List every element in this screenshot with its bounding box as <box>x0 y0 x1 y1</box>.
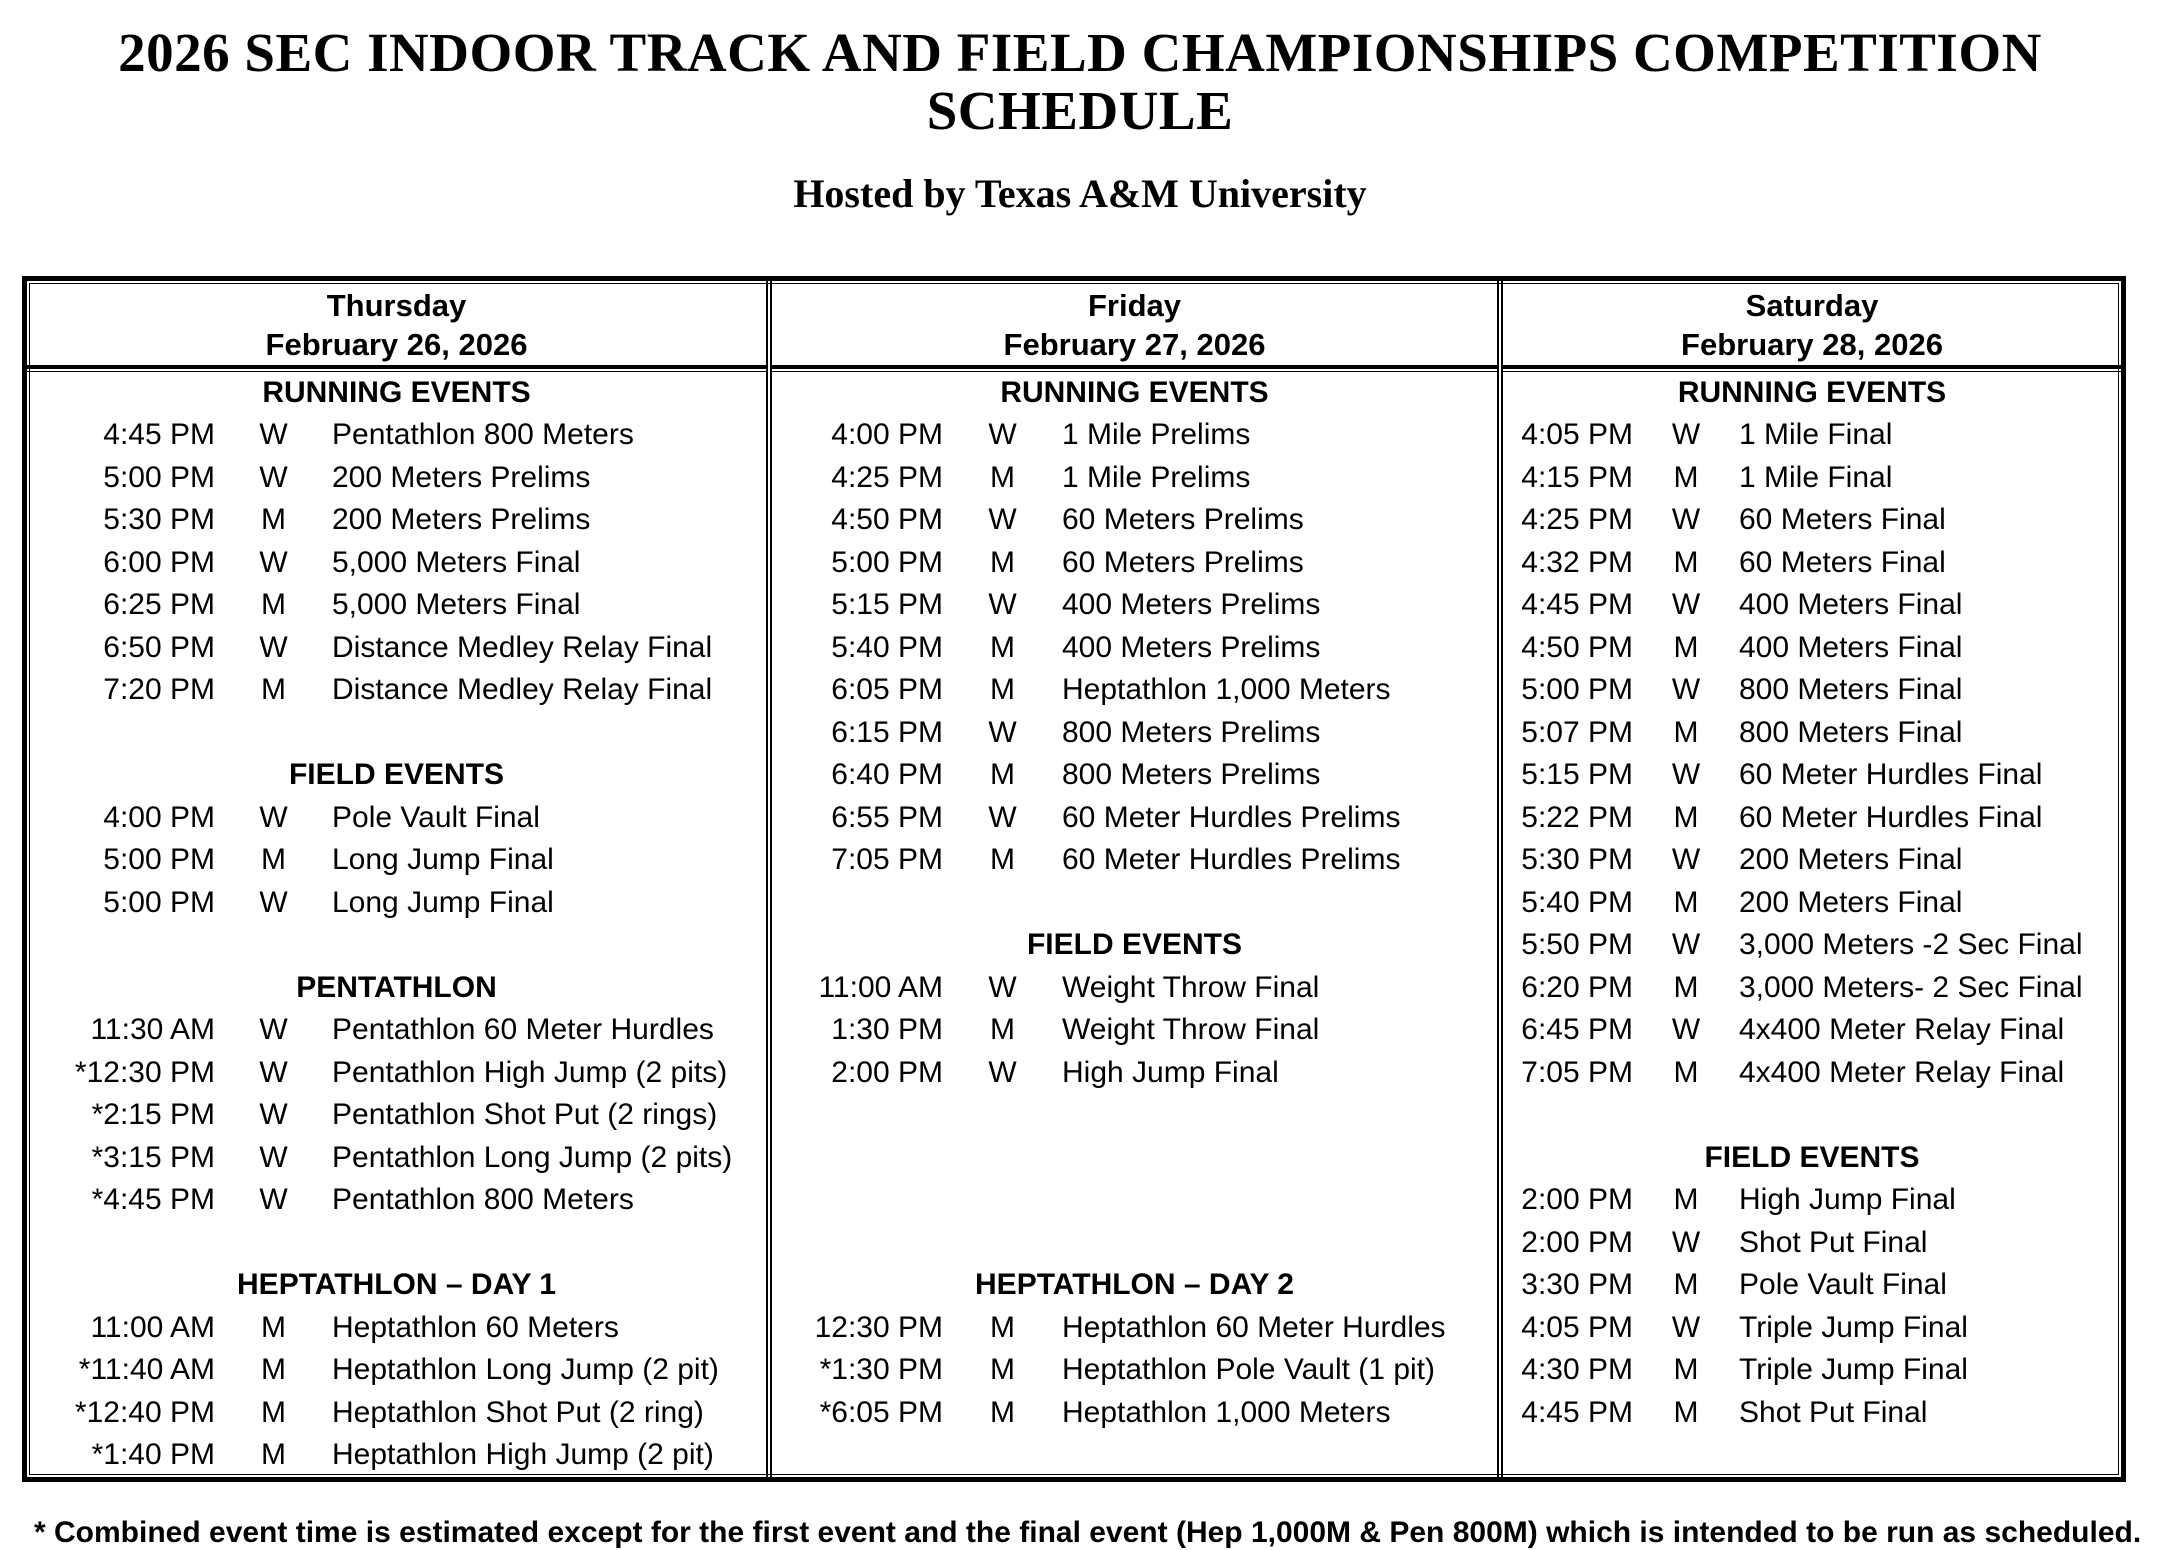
event-name: Heptathlon High Jump (2 pit) <box>332 1438 714 1472</box>
event-name: Pentathlon 800 Meters <box>332 418 634 452</box>
event-time: 5:30 PM <box>1521 843 1633 877</box>
event-row <box>772 1307 1497 1350</box>
event-gender: W <box>259 1013 288 1047</box>
event-row <box>1503 1307 2121 1350</box>
event-name: 400 Meters Prelims <box>1062 630 1321 664</box>
event-time: 4:30 PM <box>1521 1353 1633 1387</box>
event-gender: W <box>259 418 288 452</box>
event-name: Triple Jump Final <box>1739 1353 1968 1387</box>
event-time: 6:25 PM <box>103 588 215 622</box>
event-gender: W <box>259 630 288 664</box>
event-gender: M <box>990 545 1015 579</box>
event-time: *2:15 PM <box>91 1098 215 1132</box>
event-row <box>772 627 1497 670</box>
page-subtitle: Hosted by Texas A&M University <box>793 170 1367 216</box>
event-time: 5:00 PM <box>831 545 943 579</box>
event-row <box>1503 839 2121 882</box>
event-time: 5:00 PM <box>103 885 215 919</box>
event-name: 200 Meters Final <box>1739 843 1963 877</box>
event-gender: W <box>1671 588 1701 622</box>
event-time: 6:40 PM <box>831 758 943 792</box>
event-row <box>772 712 1497 755</box>
event-name: 1 Mile Prelims <box>1062 418 1251 452</box>
event-row <box>772 754 1497 797</box>
event-row <box>1503 584 2121 627</box>
event-row <box>27 1179 766 1222</box>
event-name: 5,000 Meters Final <box>332 545 581 579</box>
event-gender: W <box>1671 1013 1701 1047</box>
event-row <box>772 584 1497 627</box>
event-time: 5:22 PM <box>1521 800 1633 834</box>
event-gender: M <box>261 1438 286 1472</box>
event-row <box>1503 882 2121 925</box>
event-gender: M <box>990 1310 1015 1344</box>
event-gender: W <box>259 1098 288 1132</box>
event-gender: M <box>990 1353 1015 1387</box>
section-header: FIELD EVENTS <box>1026 928 1243 962</box>
event-row <box>27 1392 766 1435</box>
event-time: 4:25 PM <box>1521 503 1633 537</box>
event-time: *12:40 PM <box>74 1395 215 1429</box>
event-gender: W <box>259 545 288 579</box>
day-name: Friday <box>1087 287 1182 323</box>
event-row <box>1503 1052 2121 1095</box>
event-row <box>772 839 1497 882</box>
row-spacer <box>772 1222 1497 1265</box>
page-title: 2026 SEC INDOOR TRACK AND FIELD CHAMPIONSHIPS COMPETITION SCHEDULE <box>118 22 2042 141</box>
event-gender: W <box>259 800 288 834</box>
event-gender: W <box>988 503 1017 537</box>
event-row <box>27 1307 766 1350</box>
event-name: Heptathlon 60 Meters <box>332 1310 619 1344</box>
day-date: February 27, 2026 <box>1003 326 1266 362</box>
event-gender: M <box>1673 1055 1699 1089</box>
day-column-thursday <box>27 281 766 1477</box>
event-row <box>27 1349 766 1392</box>
event-time: 2:00 PM <box>1521 1225 1633 1259</box>
event-name: Shot Put Final <box>1739 1395 1928 1429</box>
event-gender: W <box>988 588 1017 622</box>
event-name: 60 Meters Final <box>1739 545 1946 579</box>
event-time: 4:15 PM <box>1521 460 1633 494</box>
event-time: 5:30 PM <box>103 503 215 537</box>
event-gender: M <box>261 503 286 537</box>
event-name: 400 Meters Final <box>1739 588 1963 622</box>
event-gender: M <box>1673 800 1699 834</box>
event-time: 4:05 PM <box>1521 1310 1633 1344</box>
event-row <box>1503 712 2121 755</box>
event-row <box>27 627 766 670</box>
event-row <box>772 457 1497 500</box>
event-time: 6:00 PM <box>103 545 215 579</box>
event-name: Long Jump Final <box>332 885 554 919</box>
event-gender: W <box>259 460 288 494</box>
event-name: Pentathlon Shot Put (2 rings) <box>332 1098 718 1132</box>
event-name: High Jump Final <box>1739 1183 1956 1217</box>
event-name: Pentathlon 800 Meters <box>332 1183 634 1217</box>
event-name: 800 Meters Prelims <box>1062 758 1321 792</box>
event-time: 5:40 PM <box>1521 885 1633 919</box>
row-spacer <box>1503 1094 2121 1137</box>
event-row <box>27 542 766 585</box>
event-name: Shot Put Final <box>1739 1225 1928 1259</box>
event-time: *4:45 PM <box>91 1183 215 1217</box>
event-row <box>772 1349 1497 1392</box>
event-name: Weight Throw Final <box>1062 970 1320 1004</box>
row-spacer <box>772 1094 1497 1137</box>
event-row <box>772 542 1497 585</box>
event-name: Distance Medley Relay Final <box>332 673 713 707</box>
event-gender: W <box>1671 418 1701 452</box>
day-name: Thursday <box>326 287 467 323</box>
event-gender: M <box>1673 1353 1699 1387</box>
event-gender: M <box>1673 1395 1699 1429</box>
event-time: 5:00 PM <box>103 843 215 877</box>
event-gender: W <box>1671 928 1701 962</box>
event-row <box>772 797 1497 840</box>
event-time: *1:30 PM <box>819 1353 943 1387</box>
event-time: 6:55 PM <box>831 800 943 834</box>
event-time: 4:32 PM <box>1521 545 1633 579</box>
event-time: *6:05 PM <box>819 1395 943 1429</box>
event-name: 60 Meters Prelims <box>1062 503 1304 537</box>
event-row <box>772 669 1497 712</box>
event-time: *12:30 PM <box>74 1055 215 1089</box>
event-name: Pentathlon 60 Meter Hurdles <box>332 1013 714 1047</box>
event-time: 6:15 PM <box>831 715 943 749</box>
event-time: 4:00 PM <box>103 800 215 834</box>
event-name: 800 Meters Final <box>1739 715 1963 749</box>
day-column-friday <box>766 281 1497 1477</box>
event-time: 5:00 PM <box>103 460 215 494</box>
event-row <box>1503 797 2121 840</box>
event-row <box>1503 542 2121 585</box>
event-row <box>27 797 766 840</box>
event-gender: M <box>1673 630 1699 664</box>
event-row <box>27 584 766 627</box>
event-row <box>1503 924 2121 967</box>
event-gender: M <box>990 758 1015 792</box>
day-header <box>27 281 766 369</box>
event-name: 1 Mile Final <box>1739 418 1893 452</box>
event-row <box>1503 1264 2121 1307</box>
event-name: 200 Meters Final <box>1739 885 1963 919</box>
event-gender: M <box>261 588 286 622</box>
event-gender: W <box>988 800 1017 834</box>
event-name: Weight Throw Final <box>1062 1013 1320 1047</box>
event-time: 5:15 PM <box>1521 758 1633 792</box>
event-time: *1:40 PM <box>91 1438 215 1472</box>
event-time: 6:45 PM <box>1521 1013 1633 1047</box>
event-name: 400 Meters Final <box>1739 630 1963 664</box>
event-name: High Jump Final <box>1062 1055 1279 1089</box>
event-time: 4:50 PM <box>831 503 943 537</box>
event-row <box>27 457 766 500</box>
row-spacer <box>772 1137 1497 1180</box>
event-time: 4:50 PM <box>1521 630 1633 664</box>
event-row <box>772 414 1497 457</box>
event-name: 60 Meter Hurdles Final <box>1739 800 2043 834</box>
event-name: 200 Meters Prelims <box>332 460 591 494</box>
event-time: 7:05 PM <box>831 843 943 877</box>
section-header: RUNNING EVENTS <box>1000 375 1269 409</box>
event-row <box>772 967 1497 1010</box>
event-name: Long Jump Final <box>332 843 554 877</box>
event-gender: W <box>1671 673 1701 707</box>
event-time: 5:00 PM <box>1521 673 1633 707</box>
event-gender: W <box>988 970 1017 1004</box>
event-name: 800 Meters Final <box>1739 673 1963 707</box>
row-spacer <box>27 712 766 755</box>
day-date: February 26, 2026 <box>265 326 528 362</box>
event-time: 6:05 PM <box>831 673 943 707</box>
event-row <box>1503 1349 2121 1392</box>
event-row <box>1503 754 2121 797</box>
row-spacer <box>772 882 1497 925</box>
event-name: 60 Meter Hurdles Prelims <box>1062 843 1401 877</box>
event-name: Heptathlon 60 Meter Hurdles <box>1062 1310 1446 1344</box>
event-row <box>1503 1179 2121 1222</box>
event-name: Heptathlon 1,000 Meters <box>1062 673 1391 707</box>
event-time: 2:00 PM <box>831 1055 943 1089</box>
event-gender: W <box>259 1140 288 1174</box>
event-gender: W <box>988 418 1017 452</box>
event-gender: M <box>1673 715 1699 749</box>
event-time: 4:45 PM <box>1521 588 1633 622</box>
event-row <box>27 1094 766 1137</box>
event-time: 11:30 AM <box>90 1013 215 1047</box>
event-row <box>1503 1222 2121 1265</box>
event-time: 11:00 AM <box>90 1310 215 1344</box>
day-header <box>772 281 1497 369</box>
event-time: 11:00 AM <box>818 970 943 1004</box>
event-time: 6:50 PM <box>103 630 215 664</box>
event-name: Heptathlon Shot Put (2 ring) <box>332 1395 704 1429</box>
event-gender: M <box>1673 1183 1699 1217</box>
event-name: 5,000 Meters Final <box>332 588 581 622</box>
event-time: 4:05 PM <box>1521 418 1633 452</box>
event-gender: M <box>1673 460 1699 494</box>
event-name: Pentathlon Long Jump (2 pits) <box>332 1140 733 1174</box>
event-gender: M <box>1673 545 1699 579</box>
event-name: Heptathlon Long Jump (2 pit) <box>332 1353 719 1387</box>
event-row <box>1503 1392 2121 1435</box>
event-gender: W <box>988 1055 1017 1089</box>
day-name: Saturday <box>1745 287 1879 323</box>
event-name: 60 Meters Final <box>1739 503 1946 537</box>
event-time: 5:40 PM <box>831 630 943 664</box>
event-time: 4:25 PM <box>831 460 943 494</box>
event-time: 3:30 PM <box>1521 1268 1633 1302</box>
event-gender: M <box>261 1353 286 1387</box>
event-row <box>27 1009 766 1052</box>
event-name: 4x400 Meter Relay Final <box>1739 1055 2065 1089</box>
event-name: Pentathlon High Jump (2 pits) <box>332 1055 728 1089</box>
event-row <box>27 1137 766 1180</box>
event-row <box>1503 1009 2121 1052</box>
event-row <box>27 669 766 712</box>
event-name: 3,000 Meters- 2 Sec Final <box>1739 970 2083 1004</box>
event-time: 6:20 PM <box>1521 970 1633 1004</box>
event-gender: M <box>1673 970 1699 1004</box>
event-row <box>1503 499 2121 542</box>
event-name: 4x400 Meter Relay Final <box>1739 1013 2065 1047</box>
event-row <box>772 1392 1497 1435</box>
event-gender: M <box>990 843 1015 877</box>
event-row <box>1503 967 2121 1010</box>
event-gender: M <box>261 1395 286 1429</box>
event-time: 1:30 PM <box>831 1013 943 1047</box>
event-time: 12:30 PM <box>814 1310 943 1344</box>
event-name: 200 Meters Prelims <box>332 503 591 537</box>
event-gender: W <box>1671 503 1701 537</box>
event-gender: M <box>1673 885 1699 919</box>
day-body <box>772 371 1497 1477</box>
event-name: 1 Mile Prelims <box>1062 460 1251 494</box>
event-row <box>772 1052 1497 1095</box>
event-gender: M <box>990 630 1015 664</box>
event-row <box>27 414 766 457</box>
row-spacer <box>772 1179 1497 1222</box>
event-name: Heptathlon 1,000 Meters <box>1062 1395 1391 1429</box>
event-name: 800 Meters Prelims <box>1062 715 1321 749</box>
event-gender: W <box>988 715 1017 749</box>
event-row <box>27 1052 766 1095</box>
section-header: FIELD EVENTS <box>288 758 505 792</box>
event-name: Heptathlon Pole Vault (1 pit) <box>1062 1353 1435 1387</box>
event-time: 4:45 PM <box>1521 1395 1633 1429</box>
event-row <box>27 1434 766 1477</box>
day-body <box>27 371 766 1477</box>
event-row <box>1503 414 2121 457</box>
footnote: * Combined event time is estimated except for the first event and the final event (Hep 1,000M & Pen 800M) which is intended to be run as scheduled. <box>34 1515 2142 1549</box>
event-gender: M <box>990 460 1015 494</box>
schedule-table <box>22 276 2126 1482</box>
event-row <box>27 499 766 542</box>
event-name: Pole Vault Final <box>1739 1268 1947 1302</box>
day-date: February 28, 2026 <box>1681 326 1943 362</box>
event-name: 1 Mile Final <box>1739 460 1893 494</box>
day-header <box>1503 281 2121 369</box>
event-time: 5:15 PM <box>831 588 943 622</box>
day-column-saturday <box>1497 281 2121 1477</box>
event-name: 60 Meters Prelims <box>1062 545 1304 579</box>
event-name: 400 Meters Prelims <box>1062 588 1321 622</box>
event-row <box>772 1009 1497 1052</box>
event-gender: W <box>259 1183 288 1217</box>
event-name: Triple Jump Final <box>1739 1310 1968 1344</box>
event-row <box>772 499 1497 542</box>
event-gender: M <box>261 1310 286 1344</box>
section-header: HEPTATHLON – DAY 1 <box>237 1268 556 1302</box>
event-gender: W <box>259 1055 288 1089</box>
event-row <box>1503 457 2121 500</box>
event-gender: M <box>990 673 1015 707</box>
event-name: Pole Vault Final <box>332 800 540 834</box>
event-gender: M <box>990 1013 1015 1047</box>
event-time: 4:00 PM <box>831 418 943 452</box>
event-row <box>1503 627 2121 670</box>
event-name: 3,000 Meters -2 Sec Final <box>1739 928 2083 962</box>
day-body <box>1503 371 2121 1477</box>
event-row <box>27 839 766 882</box>
event-row <box>1503 669 2121 712</box>
event-gender: M <box>1673 1268 1699 1302</box>
event-time: 7:20 PM <box>103 673 215 707</box>
event-name: 60 Meter Hurdles Final <box>1739 758 2043 792</box>
event-gender: W <box>1671 843 1701 877</box>
event-gender: M <box>261 673 286 707</box>
event-time: 5:07 PM <box>1521 715 1633 749</box>
event-name: 60 Meter Hurdles Prelims <box>1062 800 1401 834</box>
section-header: RUNNING EVENTS <box>262 375 531 409</box>
row-spacer <box>27 1222 766 1265</box>
event-time: *11:40 AM <box>78 1353 215 1387</box>
event-time: *3:15 PM <box>91 1140 215 1174</box>
event-gender: W <box>1671 1310 1701 1344</box>
event-time: 7:05 PM <box>1521 1055 1633 1089</box>
section-header: FIELD EVENTS <box>1704 1140 1920 1174</box>
event-time: 4:45 PM <box>103 418 215 452</box>
section-header: HEPTATHLON – DAY 2 <box>975 1268 1294 1302</box>
event-time: 2:00 PM <box>1521 1183 1633 1217</box>
event-gender: W <box>1671 1225 1701 1259</box>
event-time: 5:50 PM <box>1521 928 1633 962</box>
event-gender: W <box>259 885 288 919</box>
event-gender: M <box>990 1395 1015 1429</box>
event-row <box>27 882 766 925</box>
section-header: RUNNING EVENTS <box>1677 375 1947 409</box>
event-gender: W <box>1671 758 1701 792</box>
row-spacer <box>27 924 766 967</box>
event-name: Distance Medley Relay Final <box>332 630 713 664</box>
section-header: PENTATHLON <box>296 970 497 1004</box>
event-gender: M <box>261 843 286 877</box>
